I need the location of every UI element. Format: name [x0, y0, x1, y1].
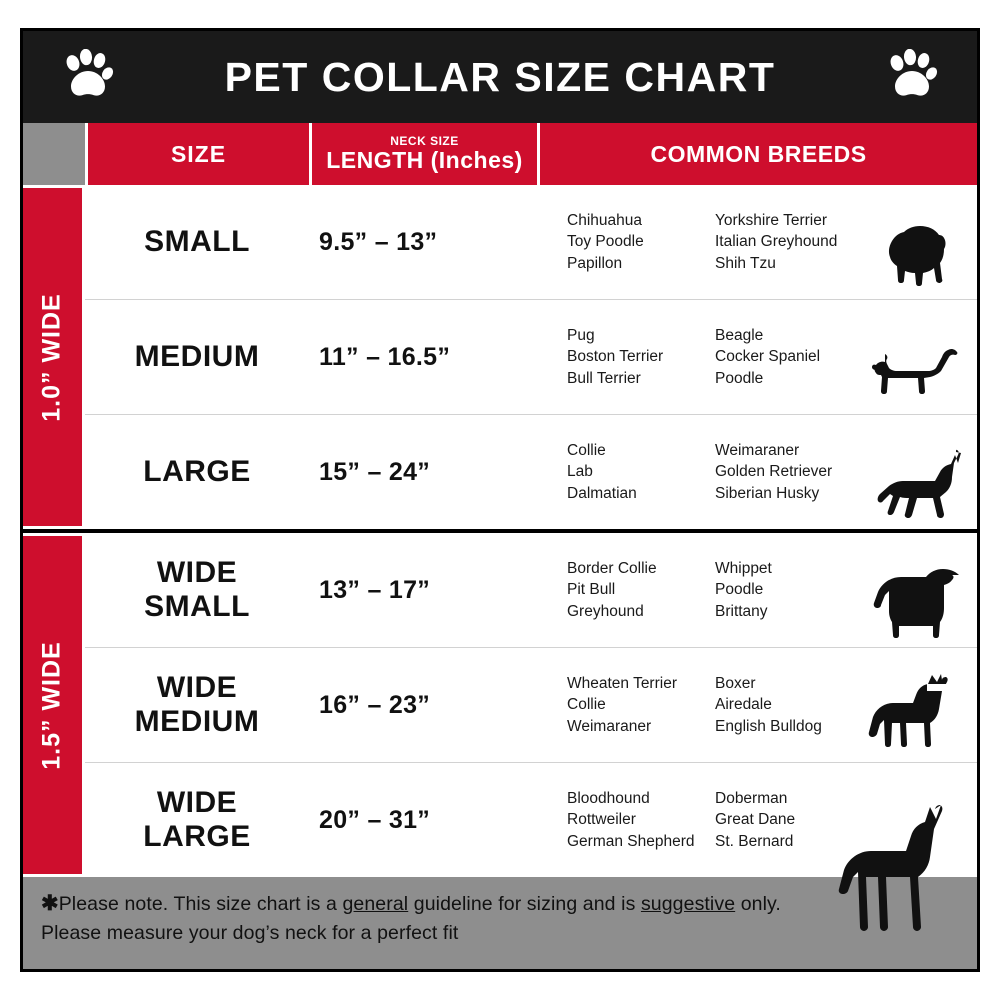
- asterisk-icon: ✱: [41, 892, 59, 915]
- footer-emphasis-suggestive: suggestive: [640, 893, 736, 915]
- breed-item: Lab: [567, 463, 593, 481]
- column-header-length-label: LENGTH (Inches): [326, 147, 523, 174]
- breed-list-col1: [567, 210, 715, 274]
- breed-item: Shih Tzu: [715, 254, 776, 272]
- footer-emphasis-general: general: [342, 893, 409, 915]
- breed-item: Greyhound: [567, 602, 644, 620]
- cell-size: MEDIUM: [134, 340, 260, 374]
- table-row: [85, 533, 977, 648]
- breed-list-col1: [567, 440, 715, 504]
- breed-item: Weimaraner: [567, 717, 652, 735]
- breed-item: Toy Poodle: [567, 233, 644, 251]
- bulldog-silhouette: [871, 565, 967, 641]
- group-label-text: 1.5” WIDE: [38, 640, 67, 770]
- breed-item: Dalmatian: [567, 484, 637, 502]
- footer-note: [23, 877, 977, 969]
- group-label-text: 1.0” WIDE: [38, 292, 67, 422]
- breed-item: Italian Greyhound: [715, 233, 838, 251]
- breed-item: English Bulldog: [715, 717, 822, 735]
- page-title: PET COLLAR SIZE CHART: [224, 53, 776, 100]
- group-rows: [85, 533, 977, 877]
- chart-header: [23, 31, 977, 123]
- cell-size: SMALL: [144, 225, 250, 259]
- cell-length: 20” – 31”: [319, 805, 431, 834]
- cell-breeds: [537, 648, 977, 762]
- breed-item: German Shepherd: [567, 832, 695, 850]
- breed-item: Collie: [567, 441, 606, 459]
- breed-item: Bloodhound: [567, 789, 650, 807]
- paw-print-icon: [61, 49, 115, 103]
- cell-breeds: [537, 763, 977, 877]
- breed-list-col2: [715, 673, 865, 737]
- corner-spacer: [23, 123, 88, 185]
- breed-item: Siberian Husky: [715, 484, 820, 502]
- pitbull-silhouette: [867, 672, 971, 762]
- cell-breeds: [537, 415, 977, 529]
- breed-list-col1: [567, 788, 715, 852]
- group-rows: [85, 185, 977, 529]
- cell-size: LARGE: [143, 455, 251, 489]
- width-group-1-5: [23, 529, 977, 877]
- breed-item: Border Collie: [567, 559, 657, 577]
- breed-list-col2: [715, 788, 865, 852]
- breed-item: Poodle: [715, 369, 764, 387]
- cell-length: 16” – 23”: [319, 690, 431, 719]
- cell-breeds: [537, 300, 977, 414]
- breed-item: St. Bernard: [715, 832, 794, 850]
- table-row: [85, 763, 977, 877]
- breed-list-col2: [715, 210, 865, 274]
- column-header-breeds: COMMON BREEDS: [540, 123, 977, 185]
- breed-list-col2: [715, 558, 865, 622]
- breed-item: Pug: [567, 326, 595, 344]
- cell-size-line2: MEDIUM: [134, 705, 260, 738]
- pomeranian-silhouette: [877, 223, 963, 289]
- width-group-1-0: [23, 185, 977, 529]
- cell-breeds: [537, 185, 977, 299]
- breed-item: Boston Terrier: [567, 348, 664, 366]
- breed-item: Whippet: [715, 559, 772, 577]
- cell-size-line2: SMALL: [144, 590, 250, 623]
- table-row: [85, 648, 977, 763]
- breed-item: Pit Bull: [567, 581, 616, 599]
- breed-item: Wheaten Terrier: [567, 674, 677, 692]
- cell-size-line2: LARGE: [143, 820, 251, 853]
- cell-size: [85, 533, 309, 647]
- breed-list-col1: [567, 558, 715, 622]
- table-column-headers: [23, 123, 977, 185]
- cell-size: [85, 648, 309, 762]
- breed-list-col1: [567, 673, 715, 737]
- cell-size-line1: WIDE: [156, 556, 238, 590]
- breed-item: Airedale: [715, 696, 772, 714]
- breed-list-col1: [567, 325, 715, 389]
- breed-item: Chihuahua: [567, 211, 642, 229]
- footer-text-c: guideline for sizing and is: [408, 893, 641, 915]
- pet-collar-size-chart: [20, 28, 980, 972]
- group-label-1-5-wide: [23, 533, 85, 877]
- breed-item: Bull Terrier: [567, 369, 641, 387]
- breed-item: Collie: [567, 696, 606, 714]
- breed-item: Beagle: [715, 326, 764, 344]
- breed-item: Cocker Spaniel: [715, 348, 821, 366]
- cell-length: 11” – 16.5”: [319, 342, 451, 371]
- cell-size-line1: WIDE: [156, 671, 238, 705]
- breed-item: Doberman: [715, 789, 788, 807]
- footer-line-1: [41, 889, 955, 919]
- table-row: [85, 415, 977, 529]
- footer-line-2: Please measure your dog’s neck for a perfect fit: [41, 922, 459, 945]
- column-header-length: [312, 123, 540, 185]
- cell-size: [85, 763, 309, 877]
- cell-length: 13” – 17”: [319, 575, 431, 604]
- group-label-1-0-wide: [23, 185, 85, 529]
- cell-size-line1: WIDE: [156, 786, 238, 820]
- footer-text-e: only.: [735, 893, 781, 915]
- breed-item: Yorkshire Terrier: [715, 211, 827, 229]
- beagle-silhouette: [871, 342, 971, 402]
- paw-print-icon: [885, 49, 939, 103]
- breed-item: Papillon: [567, 254, 623, 272]
- table-row: [85, 300, 977, 415]
- breed-item: Rottweiler: [567, 811, 636, 829]
- table-row: [85, 185, 977, 300]
- cell-length: 9.5” – 13”: [319, 227, 438, 256]
- breed-item: Boxer: [715, 674, 756, 692]
- breed-list-col2: [715, 325, 865, 389]
- cell-breeds: [537, 533, 977, 647]
- breed-item: Brittany: [715, 602, 768, 620]
- breed-list-col2: [715, 440, 865, 504]
- breed-item: Weimaraner: [715, 441, 800, 459]
- breed-item: Golden Retriever: [715, 463, 833, 481]
- shepherd-silhouette: [869, 447, 973, 525]
- table-body: [23, 185, 977, 877]
- cell-length: 15” – 24”: [319, 457, 431, 486]
- column-header-neck-size: NECK SIZE: [390, 134, 459, 149]
- footer-text-a: Please note. This size chart is a: [58, 893, 343, 915]
- breed-item: Great Dane: [715, 811, 796, 829]
- breed-item: Poodle: [715, 581, 764, 599]
- column-header-size: SIZE: [88, 123, 312, 185]
